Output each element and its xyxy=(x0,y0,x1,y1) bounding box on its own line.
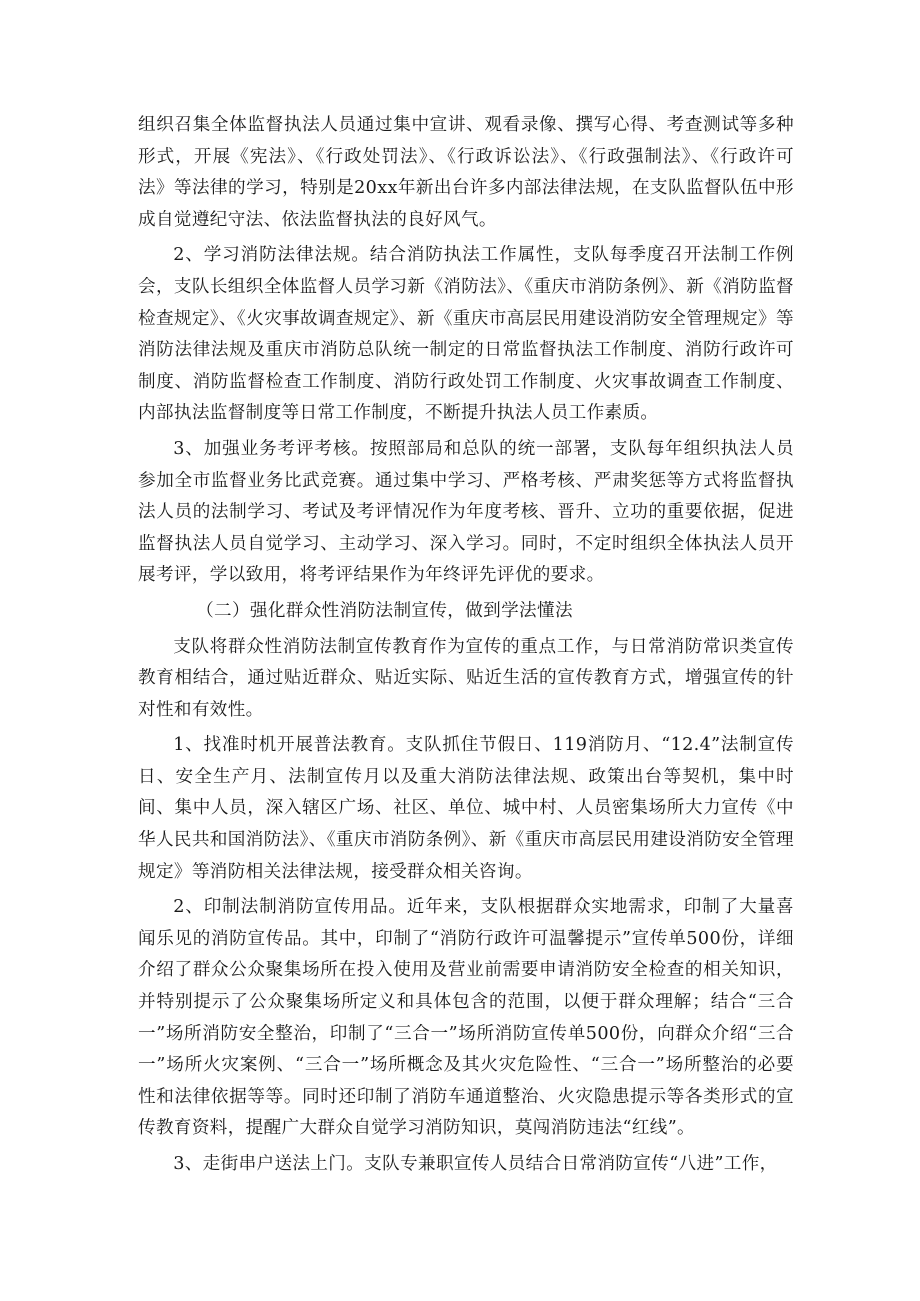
paragraph-intro-continuation: 组织召集全体监督执法人员通过集中宣讲、观看录像、撰写心得、考查测试等多种形式，开展《宪法》、《行政处罚法》、《行政诉讼法》、《行政强制法》、《行政许可法》等法律的学习，特别是20xx年新出台许多内部法律法规，在支队监督队伍中形成自觉遵纪守法、依法监督执法的良好风气。 xyxy=(138,115,794,230)
paragraph-item-2-print-materials: 2、印制法制消防宣传用品。近年来，支队根据群众实地需求，印制了大量喜闻乐见的消防宣传品。其中，印制了“消防行政许可温馨提示”宣传单500份，详细介绍了群众公众聚集场所在投入使用及营业前需要申请消防安全检查的相关知识，并特别提示了公众聚集场所定义和具体包含的范围，以便于群众理解；结合“三合一”场所消防安全整治，印制了“三合一”场所消防宣传单500份，向群众介绍“三合一”场所火灾案例、“三合一”场所概念及其火灾危险性、“三合一”场所整治的必要性和法律依据等等。同时还印制了消防车通道整治、火灾隐患提示等各类形式的宣传教育资料，提醒广大群众自觉学习消防知识，莫闯消防违法“红线”。 xyxy=(138,897,794,1139)
paragraph-item-2-study-fire-law: 2、学习消防法律法规。结合消防执法工作属性，支队每季度召开法制工作例会，支队长组织全体监督人员学习新《消防法》、《重庆市消防条例》、新《消防监督检查规定》、《火灾事故调查规定》、新《重庆市高层民用建设消防安全管理规定》等消防法律法规及重庆市消防总队统一制定的日常监督执法工作制度、消防行政许可制度、消防监督检查工作制度、消防行政处罚工作制度、火灾事故调查工作制度、内部执法监督制度等日常工作制度，不断提升执法人员工作素质。 xyxy=(138,245,794,424)
document-body xyxy=(138,110,794,1181)
paragraph-item-3-door-to-door: 3、走街串户送法上门。支队专兼职宣传人员结合日常消防宣传“八进”工作， xyxy=(173,1154,778,1174)
paragraph-item-3-assessment: 3、加强业务考评考核。按照部局和总队的统一部署，支队每年组织执法人员参加全市监督业务比武竞赛。通过集中学习、严格考核、严肃奖惩等方式将监督执法人员的法制学习、考试及考评情况作为年度考核、晋升、立功的重要依据，促进监督执法人员自觉学习、主动学习、深入学习。同时，不定时组织全体执法人员开展考评，学以致用，将考评结果作为年终评先评优的要求。 xyxy=(138,438,794,586)
section-heading-2: （二）强化群众性消防法制宣传，做到学法懂法 xyxy=(196,600,573,621)
paragraph-item-1-legal-education: 1、找准时机开展普法教育。支队抓住节假日、119消防月、“12.4”法制宣传日、安全生产月、法制宣传月以及重大消防法律法规、政策出台等契机，集中时间、集中人员，深入辖区广场、社区、单位、城中村、人员密集场所大力宣传《中华人民共和国消防法》、《重庆市消防条例》、新《重庆市高层民用建设消防安全管理规定》等消防相关法律法规，接受群众相关咨询。 xyxy=(138,735,794,882)
paragraph-section-intro: 支队将群众性消防法制宣传教育作为宣传的重点工作，与日常消防常识类宣传教育相结合，通过贴近群众、贴近实际、贴近生活的宣传教育方式，增强宣传的针对性和有效性。 xyxy=(138,636,794,720)
